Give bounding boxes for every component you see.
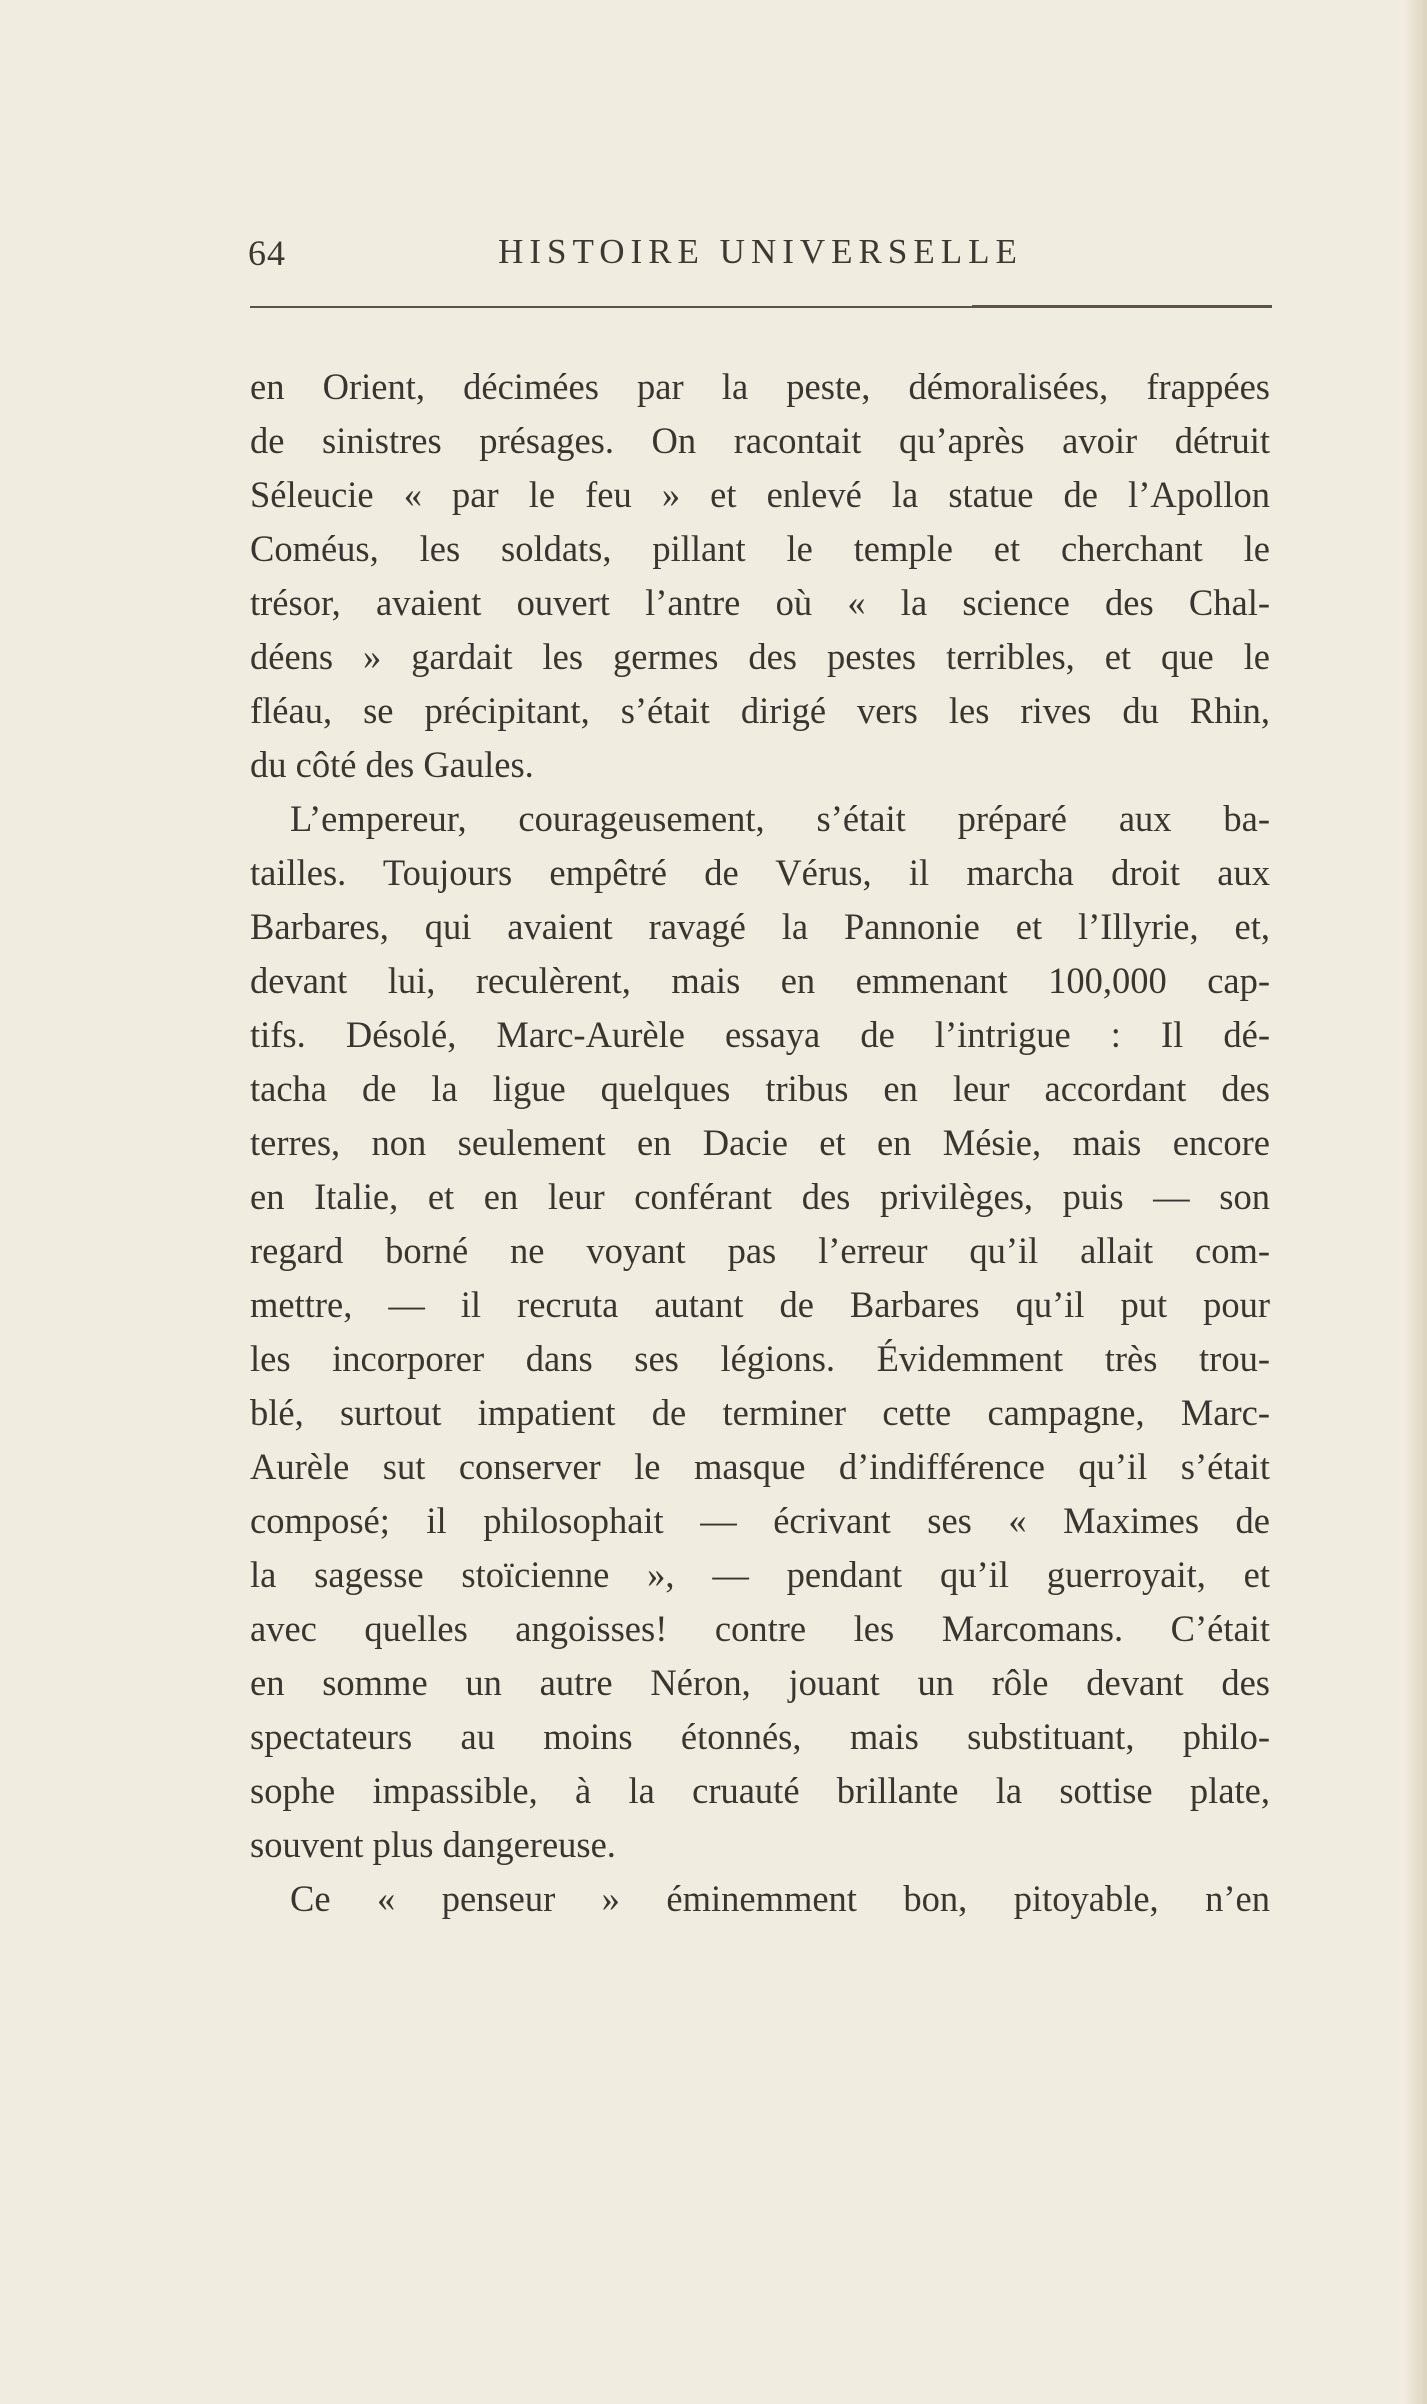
text-line: la sagesse stoïcienne », — pendant qu’il guerroyait, et [250, 1554, 1270, 1595]
text-line: trésor, avaient ouvert l’antre où « la science des Chal- [250, 582, 1270, 623]
text-line: blé, surtout impatient de terminer cette campagne, Marc- [250, 1392, 1270, 1433]
body-text [250, 360, 1270, 1926]
page-number: 64 [248, 233, 286, 273]
text-line: regard borné ne voyant pas l’erreur qu’il allait com- [250, 1230, 1270, 1271]
text-line: Aurèle sut conserver le masque d’indifférence qu’il s’était [250, 1446, 1270, 1487]
running-title: HISTOIRE UNIVERSELLE [498, 232, 1023, 271]
text-line: avec quelles angoisses! contre les Marcomans. C’était [250, 1608, 1270, 1649]
text-line: sophe impassible, à la cruauté brillante la sottise plate, [250, 1770, 1270, 1811]
text-line: Barbares, qui avaient ravagé la Pannonie et l’Illyrie, et, [250, 906, 1270, 947]
page-edge-shadow [1405, 0, 1427, 2404]
text-line: L’empereur, courageusement, s’était préparé aux ba- [290, 798, 1270, 839]
text-line: déens » gardait les germes des pestes terribles, et que le [250, 636, 1270, 677]
text-line: tailles. Toujours empêtré de Vérus, il marcha droit aux [250, 852, 1270, 893]
text-line: tifs. Désolé, Marc-Aurèle essaya de l’intrigue : Il dé- [250, 1014, 1270, 1055]
text-line: en somme un autre Néron, jouant un rôle devant des [250, 1662, 1270, 1703]
text-line: de sinistres présages. On racontait qu’après avoir détruit [250, 420, 1270, 461]
text-line: terres, non seulement en Dacie et en Mésie, mais encore [250, 1122, 1270, 1163]
text-line: du côté des Gaules. [250, 744, 534, 785]
text-line: fléau, se précipitant, s’était dirigé vers les rives du Rhin, [250, 690, 1270, 731]
text-line: Séleucie « par le feu » et enlevé la statue de l’Apollon [250, 474, 1270, 515]
page-header [248, 232, 1273, 288]
header-rule [250, 306, 1272, 308]
text-line: en Italie, et en leur conférant des privilèges, puis — son [250, 1176, 1270, 1217]
text-line: Ce « penseur » éminemment bon, pitoyable, n’en [290, 1878, 1270, 1919]
text-line: les incorporer dans ses légions. Évidemment très trou- [250, 1338, 1270, 1379]
text-line: souvent plus dangereuse. [250, 1824, 616, 1865]
text-line: composé; il philosophait — écrivant ses « Maximes de [250, 1500, 1270, 1541]
text-line: en Orient, décimées par la peste, démoralisées, frappées [250, 366, 1270, 407]
text-line: devant lui, reculèrent, mais en emmenant 100,000 cap- [250, 960, 1270, 1001]
text-line: mettre, — il recruta autant de Barbares qu’il put pour [250, 1284, 1270, 1325]
text-line: spectateurs au moins étonnés, mais substituant, philo- [250, 1716, 1270, 1757]
text-line: Coméus, les soldats, pillant le temple et cherchant le [250, 528, 1270, 569]
text-line: tacha de la ligue quelques tribus en leur accordant des [250, 1068, 1270, 1109]
